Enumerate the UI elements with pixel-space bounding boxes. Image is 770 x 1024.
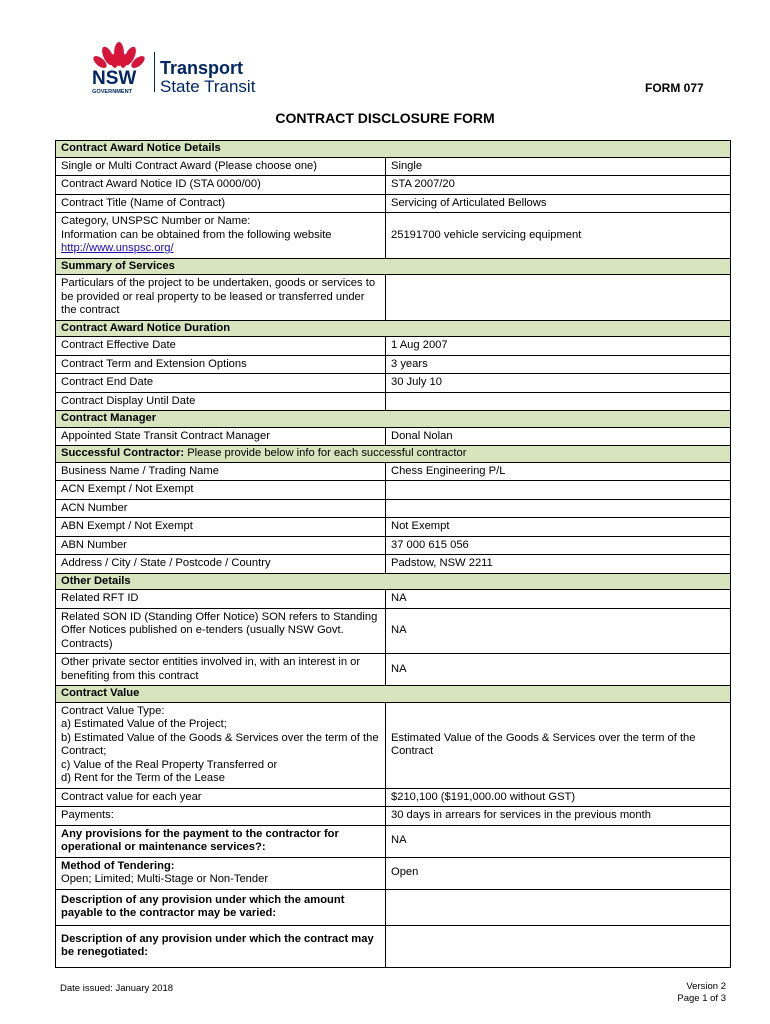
table-row <box>56 788 731 807</box>
section-award-heading: Contract Award Notice Details <box>56 141 731 158</box>
table-row <box>56 654 731 686</box>
tendering-label: Method of Tendering: <box>61 859 175 872</box>
table-row <box>56 590 731 609</box>
field-label: Single or Multi Contract Award (Please choose one) <box>56 157 386 176</box>
field-value: Single <box>386 157 731 176</box>
table-row <box>56 427 731 446</box>
table-row <box>56 481 731 500</box>
date-issued: Date issued: January 2018 <box>60 983 174 994</box>
field-label: Contract Effective Date <box>56 337 386 356</box>
version-label: Version 2 <box>686 981 726 992</box>
table-row <box>56 157 731 176</box>
field-value <box>386 392 731 411</box>
table-row <box>56 702 731 788</box>
field-label: Contract Term and Extension Options <box>56 355 386 374</box>
field-label: Other private sector entities involved in, with an interest in or benefiting from this contract <box>56 654 386 686</box>
logo-divider <box>154 52 155 92</box>
table-row <box>56 536 731 555</box>
field-value: Estimated Value of the Goods & Services over the term of the Contract <box>386 702 731 788</box>
field-value <box>386 481 731 500</box>
table-row <box>56 275 731 321</box>
field-value: Servicing of Articulated Bellows <box>386 194 731 213</box>
field-label: ABN Number <box>56 536 386 555</box>
table-row <box>56 925 731 967</box>
table-row <box>56 194 731 213</box>
section-duration-heading: Contract Award Notice Duration <box>56 320 731 337</box>
field-label: Contract Title (Name of Contract) <box>56 194 386 213</box>
value-type-option-d: d) Rent for the Term of the Lease <box>61 772 225 784</box>
field-label: Related SON ID (Standing Offer Notice) SON refers to Standing Offer Notices published on e-tenders (usually NSW Govt. Contracts) <box>56 608 386 654</box>
field-value: 30 days in arrears for services in the previous month <box>386 807 731 826</box>
field-value: Open <box>386 857 731 889</box>
page-title: CONTRACT DISCLOSURE FORM <box>275 110 495 126</box>
field-label: Contract End Date <box>56 374 386 393</box>
section-other-heading: Other Details <box>56 573 731 590</box>
field-value: NA <box>386 590 731 609</box>
field-value: 25191700 vehicle servicing equipment <box>386 213 731 259</box>
field-label: Contract value for each year <box>56 788 386 807</box>
category-info: Information can be obtained from the following website <box>61 228 332 241</box>
field-value: $210,100 ($191,000.00 without GST) <box>386 788 731 807</box>
field-value: NA <box>386 608 731 654</box>
field-value <box>386 925 731 967</box>
nsw-wordmark: NSW <box>92 68 137 89</box>
form-number: FORM 077 <box>645 81 704 95</box>
field-label: ABN Exempt / Not Exempt <box>56 518 386 537</box>
contractor-heading: Successful Contractor: <box>61 447 185 459</box>
table-row <box>56 807 731 826</box>
contract-disclosure-table <box>55 140 731 968</box>
table-row <box>56 825 731 857</box>
field-label: Particulars of the project to be undertaken, goods or services to be provided or real property to be leased or transferred under the contract <box>56 275 386 321</box>
field-label <box>56 213 386 259</box>
field-label: Description of any provision under which the amount payable to the contractor may be varied: <box>56 889 386 925</box>
table-row <box>56 555 731 574</box>
table-row <box>56 857 731 889</box>
field-label: Appointed State Transit Contract Manager <box>56 427 386 446</box>
table-row <box>56 499 731 518</box>
category-label: Category, UNSPSC Number or Name: <box>61 215 251 227</box>
field-value <box>386 889 731 925</box>
table-row <box>56 355 731 374</box>
field-label: Payments: <box>56 807 386 826</box>
table-row <box>56 518 731 537</box>
value-type-option-c: c) Value of the Real Property Transferred or <box>61 758 278 771</box>
field-value: NA <box>386 654 731 686</box>
field-label: Contract Display Until Date <box>56 392 386 411</box>
field-value <box>386 499 731 518</box>
field-label: Any provisions for the payment to the contractor for operational or maintenance services?: <box>56 825 386 857</box>
state-transit-wordmark: State Transit <box>160 77 256 96</box>
field-label: Related RFT ID <box>56 590 386 609</box>
field-value: 1 Aug 2007 <box>386 337 731 356</box>
table-row <box>56 176 731 195</box>
contractor-heading-note: Please provide below info for each successful contractor <box>187 447 467 459</box>
field-value: Not Exempt <box>386 518 731 537</box>
government-wordmark: GOVERNMENT <box>92 89 133 95</box>
tendering-options: Open; Limited; Multi-Stage or Non-Tender <box>61 873 269 885</box>
table-row <box>56 374 731 393</box>
value-type-title: Contract Value Type: <box>61 704 165 717</box>
field-value: 30 July 10 <box>386 374 731 393</box>
table-row <box>56 608 731 654</box>
field-value: Chess Engineering P/L <box>386 462 731 481</box>
nsw-transport-logo <box>88 34 278 98</box>
field-label: Contract Award Notice ID (STA 0000/00) <box>56 176 386 195</box>
field-value: Donal Nolan <box>386 427 731 446</box>
table-row <box>56 392 731 411</box>
field-value <box>386 275 731 321</box>
waratah-icon <box>91 42 146 70</box>
field-value: 37 000 615 056 <box>386 536 731 555</box>
field-label: Business Name / Trading Name <box>56 462 386 481</box>
value-type-option-b: b) Estimated Value of the Goods & Services over the term of the Contract; <box>61 731 379 757</box>
field-label <box>56 857 386 889</box>
table-row <box>56 213 731 259</box>
value-type-option-a: a) Estimated Value of the Project; <box>61 718 227 730</box>
field-value: NA <box>386 825 731 857</box>
section-value-heading: Contract Value <box>56 686 731 703</box>
field-value: Padstow, NSW 2211 <box>386 555 731 574</box>
section-manager-heading: Contract Manager <box>56 411 731 428</box>
transport-wordmark: Transport <box>160 58 244 78</box>
unspsc-link[interactable]: http://www.unspsc.org/ <box>61 242 174 254</box>
field-label: Address / City / State / Postcode / Country <box>56 555 386 574</box>
table-row <box>56 337 731 356</box>
field-value: 3 years <box>386 355 731 374</box>
field-value: STA 2007/20 <box>386 176 731 195</box>
section-services-heading: Summary of Services <box>56 258 731 275</box>
table-row <box>56 889 731 925</box>
field-label: ACN Number <box>56 499 386 518</box>
footer-version-page <box>677 981 726 1005</box>
field-label: Description of any provision under which the contract may be renegotiated: <box>56 925 386 967</box>
section-contractor-heading <box>56 446 731 463</box>
table-row <box>56 462 731 481</box>
field-label: ACN Exempt / Not Exempt <box>56 481 386 500</box>
field-label <box>56 702 386 788</box>
page-number: Page 1 of 3 <box>677 993 726 1004</box>
